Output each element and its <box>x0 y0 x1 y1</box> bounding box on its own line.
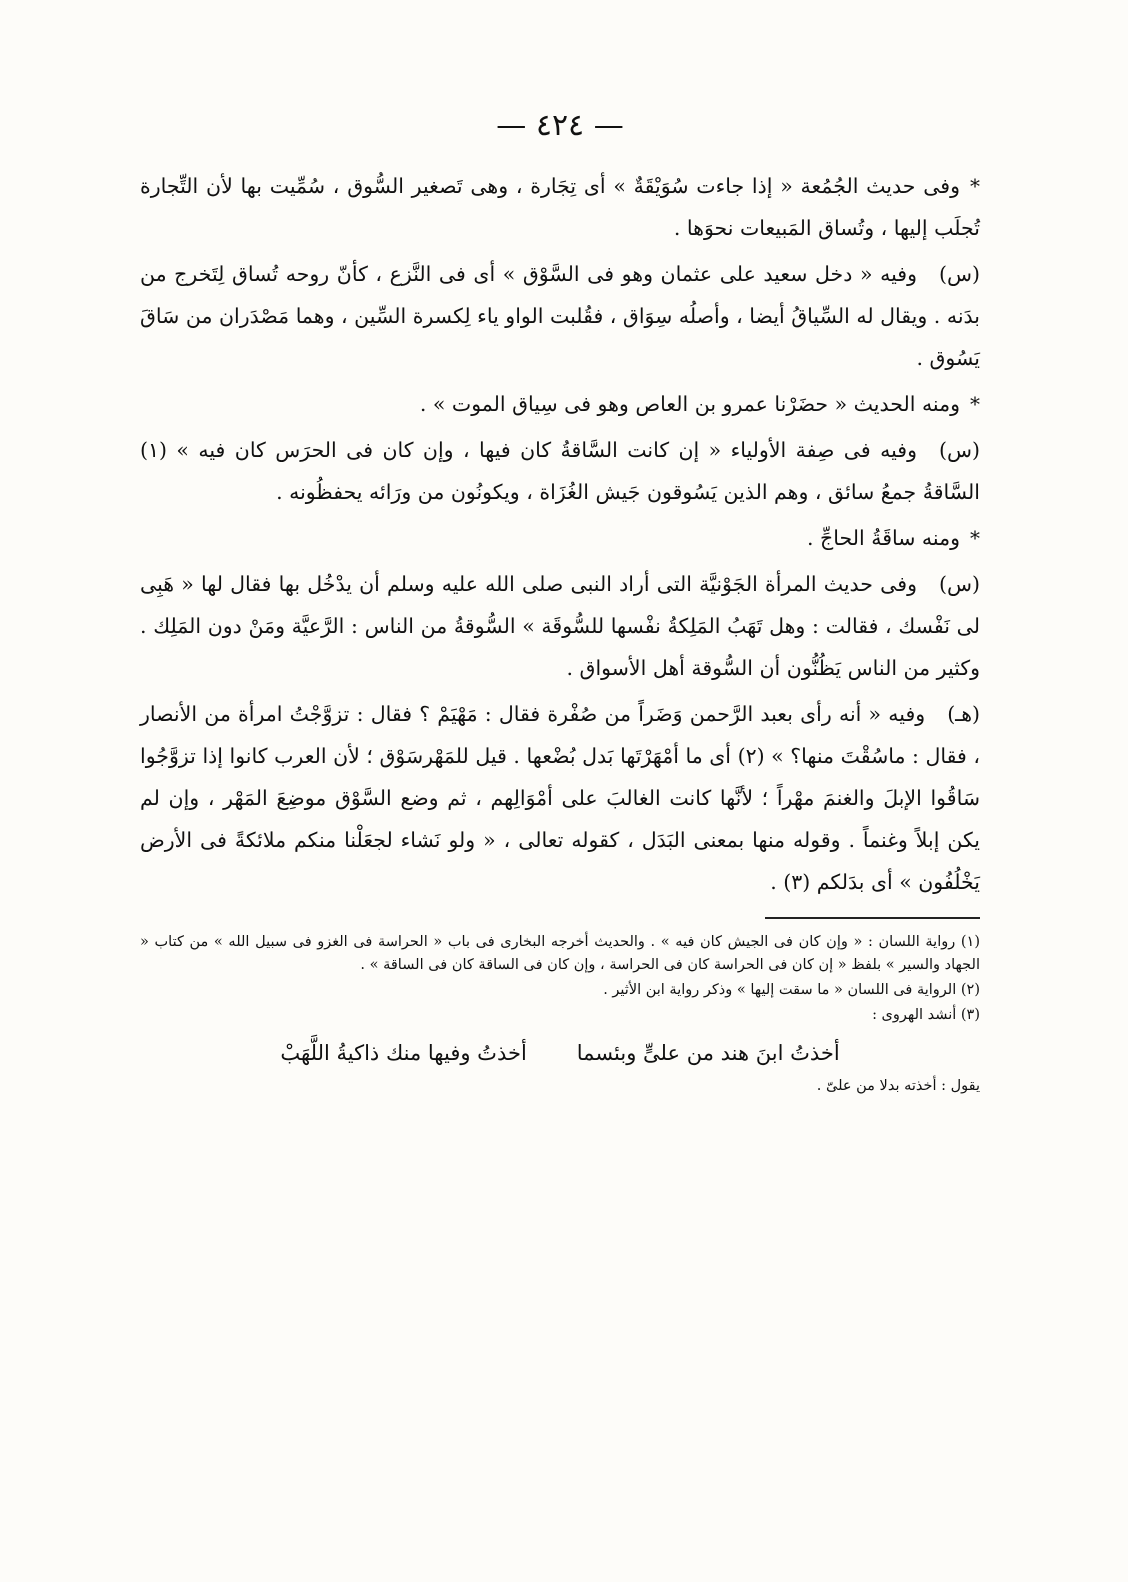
paragraph-text: ومنه الحديث « حضَرْنا عمرو بن العاص وهو فى سِياق الموت » . <box>419 392 960 416</box>
verse <box>140 1033 980 1073</box>
paragraph-text: وفى حديث الجُمُعة « إذا جاءت سُوَيْقَةٌ » أى تِجَارة ، وهى تَصغير السُّوق ، سُمِّيت بها لأن التِّجارة تُجلَب إليها ، وتُساق المَبيعات نحوَها . <box>140 174 980 240</box>
footnote: (٢) الرواية فى اللسان « ما سقت إليها » وذكر رواية ابن الأثير . <box>603 982 980 998</box>
entry-marker: * <box>970 174 980 198</box>
paragraph <box>140 563 980 689</box>
paragraph-text: وفى حديث المرأة الجَوْنيَّة التى أراد النبى صلى الله عليه وسلم أن يدْخُل بها فقال لها « هَبِى لى نَفْسك ، فقالت : وهل تَهَبُ المَلِكةُ نفْسها للسُّوقَة » السُّوقةُ من الناس : الرَّعيَّة ومَنْ دون المَلِك . وكثير من الناس يَظُنُّون أن السُّوقة أهل الأسواق . <box>140 572 980 680</box>
footnote: (١) رواية اللسان : « وإن كان فى الجيش كان فيه » . والحديث أخرجه البخارى فى باب « الحراسة فى الغزو فى سبيل الله » من كتاب « الجهاد والسير » بلفظ « إن كان فى الحراسة كان فى الحراسة ، وإن كان فى الساقة كان فى الساقة » . <box>140 934 980 973</box>
paragraph <box>140 383 980 425</box>
source-tag: (س) <box>938 262 980 286</box>
entry-marker: * <box>970 526 980 550</box>
verse-hemistich-1: أخذتُ ابنَ هند من علىٍّ وبئسما <box>576 1041 840 1065</box>
paragraph <box>140 517 980 559</box>
verse-note: يقول : أخذته بدلا من علىّ . <box>816 1078 980 1094</box>
page-number: — ٤٢٤ — <box>496 108 624 143</box>
paragraph <box>140 165 980 249</box>
footnote: (٣) أنشد الهروى : <box>872 1007 980 1023</box>
verse-hemistich-2: أخذتُ وفيها منك ذاكيةُ اللَّهَبْ <box>280 1041 527 1065</box>
paragraph-text: وفيه « دخل سعيد على عثمان وهو فى السَّوْق » أى فى النَّزع ، كأنّ روحه تُساق لِتَخرج من بدَنه . ويقال له السِّياقُ أيضا ، وأصلُه سِوَاق ، فقُلبت الواو ياء لِكسرة السِّين ، وهما مَصْدَران من سَاقَ يَسُوق . <box>140 262 980 370</box>
source-tag: (س) <box>938 572 980 596</box>
footnotes <box>140 917 980 1098</box>
source-tag: (هـ) <box>947 702 980 726</box>
footnote-rule <box>765 917 980 919</box>
paragraph-text: وفيه « أنه رأى بعبد الرَّحمن وَضَراً من صُفْرة فقال : مَهْيَمْ ؟ فقال : تزوَّجْتُ امرأة من الأنصار ، فقال : ماسُقْتَ منها؟ » (٢) أى ما أمْهَرْتَها بَدل بُضْعها . قيل للمَهْرسَوْق ؛ لأن العرب كانوا إذا تزوَّجُوا سَاقُوا الإبلَ والغنمَ مهْراً ؛ لأنَّها كانت الغالبَ على أمْوَالِهم ، ثم وضع السَّوْق موضِعَ المَهْر ، وإن لم يكن إبلاً وغنماً . وقوله منها بمعنى البَدَل ، كقوله تعالى ، « ولو نَشاء لجعَلْنا منكم ملائكةً فى الأرض يَخْلُفُون » أى بدَلكم (٣) . <box>140 702 980 894</box>
paragraph-text: وفيه فى صِفة الأولياء « إن كانت السَّاقةُ كان فيها ، وإن كان فى الحرَس كان فيه » (١) السَّاقةُ جمعُ سائق ، وهم الذين يَسُوقون جَيش الغُزَاة ، ويكونُون من ورَائه يحفظُونه . <box>140 438 980 504</box>
paragraph <box>140 429 980 513</box>
paragraph-text: ومنه ساقَةُ الحاجِّ . <box>807 526 960 550</box>
paragraph <box>140 693 980 903</box>
entry-marker: * <box>970 392 980 416</box>
source-tag: (س) <box>938 438 980 462</box>
paragraph <box>140 253 980 379</box>
